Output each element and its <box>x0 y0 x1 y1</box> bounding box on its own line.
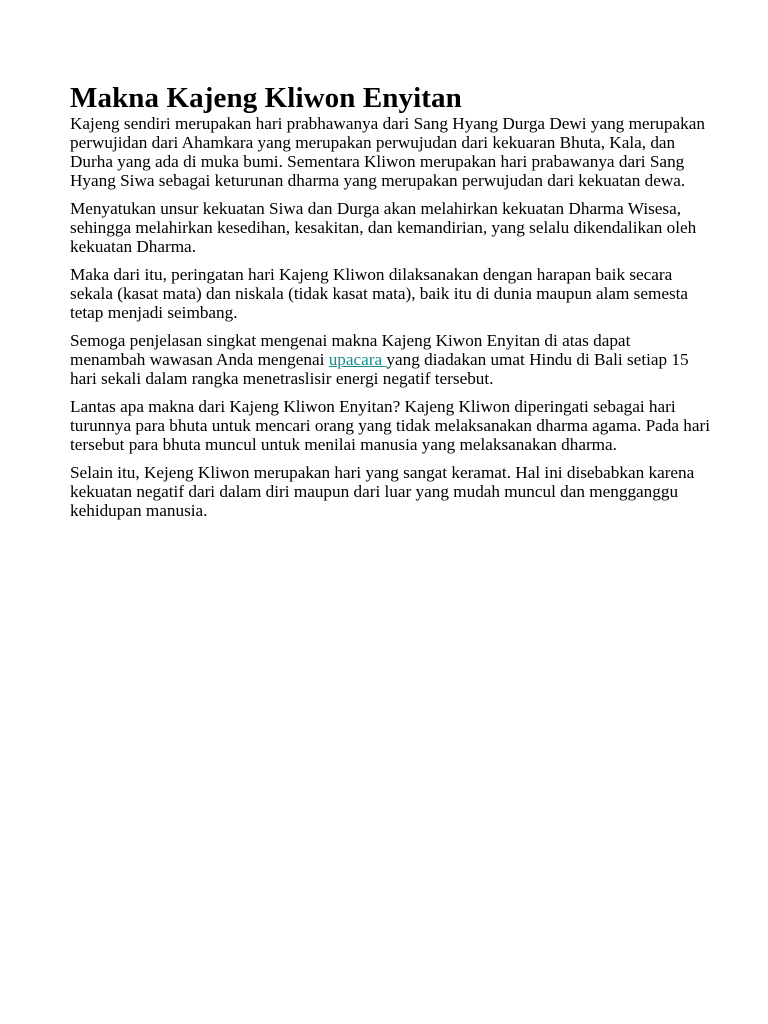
paragraph-5: Lantas apa makna dari Kajeng Kliwon Enyitan? Kajeng Kliwon diperingati sebagai hari turunnya para bhuta untuk mencari orang yang tidak melaksanakan dharma agama. Pada hari tersebut para bhuta muncul untuk menilai manusia yang melaksanakan dharma. <box>70 397 710 454</box>
paragraph-4-text-before: Semoga penjelasan singkat mengenai makna Kajeng Kiwon Enyitan di atas dapat menambah wawasan Anda mengenai <box>70 331 631 369</box>
upacara-link[interactable]: upacara <box>328 350 387 369</box>
paragraph-2: Menyatukan unsur kekuatan Siwa dan Durga akan melahirkan kekuatan Dharma Wisesa, sehingga melahirkan kesedihan, kesakitan, dan kemandirian, yang selalu dikendalikan oleh kekuatan Dharma. <box>70 199 697 256</box>
document-page <box>70 82 710 529</box>
paragraph-4 <box>70 331 710 388</box>
paragraph-4-text-after: yang diadakan umat Hindu di Bali setiap 15 hari sekali dalam rangka menetraslisir energi negatif tersebut. <box>70 350 689 388</box>
paragraph-6: Selain itu, Kejeng Kliwon merupakan hari yang sangat keramat. Hal ini disebabkan karena kekuatan negatif dari dalam diri maupun dari luar yang mudah muncul dan mengganggu kehidupan manusia. <box>70 463 695 520</box>
paragraph-1: Kajeng sendiri merupakan hari prabhawanya dari Sang Hyang Durga Dewi yang merupakan perwujidan dari Ahamkara yang merupakan perwujudan dari kekuaran Bhuta, Kala, dan Durha yang ada di muka bumi. Sementara Kliwon merupakan hari prabawanya dari Sang Hyang Siwa sebagai keturunan dharma yang merupakan perwujudan dari kekuatan dewa. <box>70 114 705 190</box>
paragraph-3: Maka dari itu, peringatan hari Kajeng Kliwon dilaksanakan dengan harapan baik secara sekala (kasat mata) dan niskala (tidak kasat mata), baik itu di dunia maupun alam semesta tetap menjadi seimbang. <box>70 265 689 322</box>
page-title: Makna Kajeng Kliwon Enyitan <box>70 82 462 114</box>
